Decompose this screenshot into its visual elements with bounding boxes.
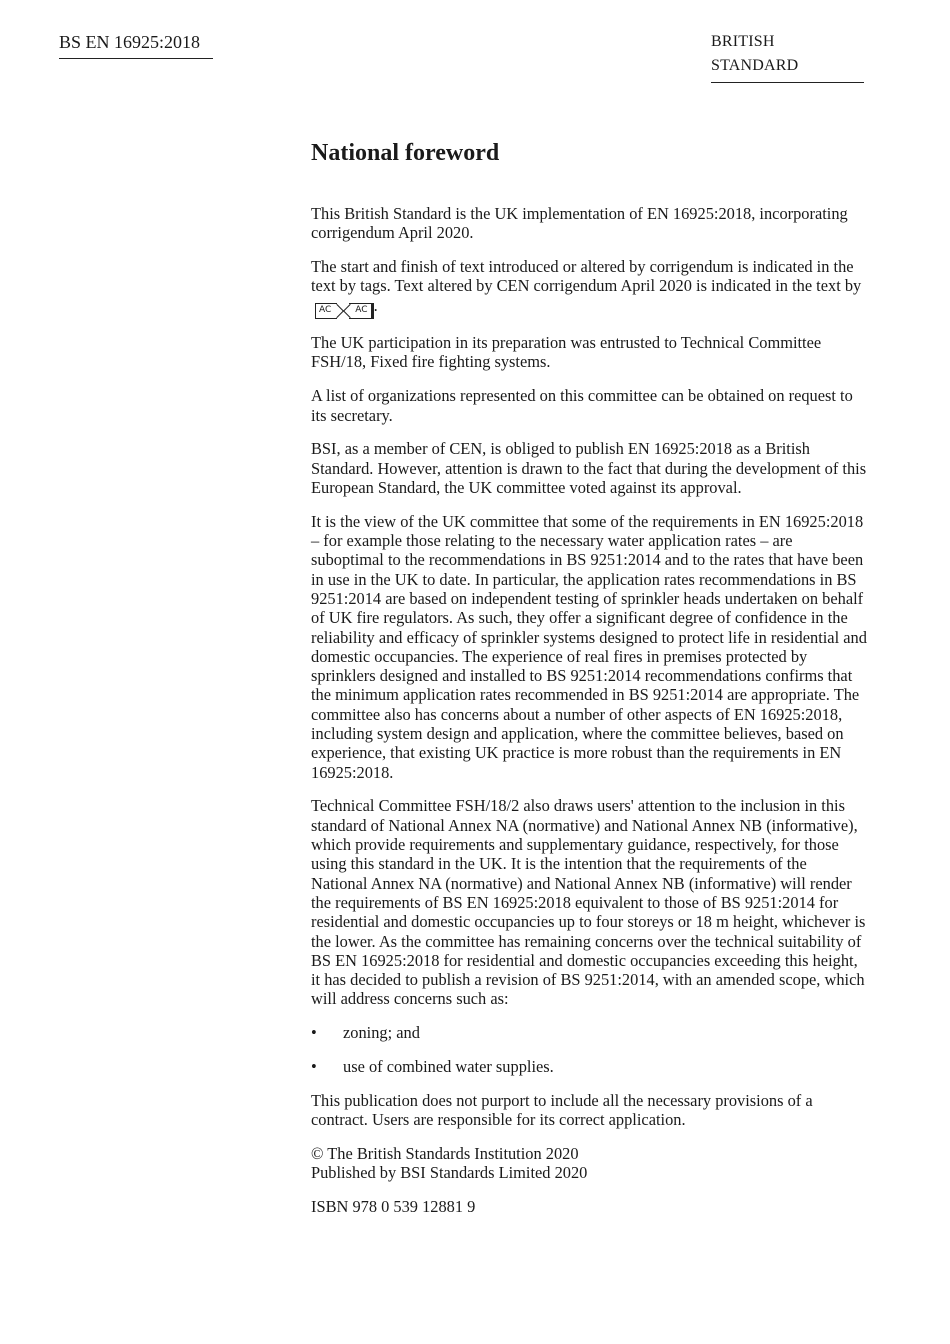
paragraph-corrigendum-end: . bbox=[373, 295, 378, 315]
copyright-block bbox=[311, 1144, 867, 1183]
list-item bbox=[311, 1057, 867, 1076]
concerns-list bbox=[311, 1023, 867, 1076]
paragraph-disclaimer: This publication does not purport to include all the necessary provisions of a contract. Users are responsible for its correct application. bbox=[311, 1090, 813, 1130]
bullet-icon: • bbox=[311, 1023, 317, 1043]
paragraph-cen-obligation: BSI, as a member of CEN, is obliged to publish EN 16925:2018 as a British Standard. However, attention is drawn to the fact that during the development of this European Standard, the UK committee voted against its approval. bbox=[311, 439, 867, 497]
paragraph-corrigendum-text: The start and finish of text introduced or altered by corrigendum is indicated in the text by tags. Text altered by CEN corrigendum April 2020 is indicated in the text by bbox=[311, 257, 862, 296]
paragraph-corrigendum-tags bbox=[311, 257, 867, 319]
paragraph-national-annex: Technical Committee FSH/18/2 also draws users' attention to the inclusion in this standard of National Annex NA (normative) and National Annex NB (informative), which provide requirements and supplementary guidance, respectively, for those using this standard in the UK. It is the intention that the requirements of the National Annex NA (normative) and National Annex NB (informative) will render the requirements of BS EN 16925:2018 equivalent to those of BS 9251:2014 for residential and domestic occupancies up to four storeys or 18 m height, whichever is the lower. As the committee has remaining concerns over the technical suitability of BS EN 16925:2018 for residential and domestic occupancies exceeding this height, it has decided to publish a revision of BS 9251:2014, with an amended scope, which will address concerns such as: bbox=[311, 796, 866, 1009]
list-item-text: zoning; and bbox=[343, 1023, 420, 1043]
publisher-line: Published by BSI Standards Limited 2020 bbox=[311, 1163, 588, 1183]
list-item bbox=[311, 1023, 867, 1042]
page-title: National foreword bbox=[311, 140, 500, 166]
copyright-line: © The British Standards Institution 2020 bbox=[311, 1143, 579, 1163]
isbn: ISBN 978 0 539 12881 9 bbox=[311, 1196, 476, 1216]
paragraph-implementation: This British Standard is the UK implementation of EN 16925:2018, incorporating corrigendum April 2020. bbox=[311, 204, 848, 243]
header-publisher: BRITISH STANDARD bbox=[711, 30, 864, 83]
main-content bbox=[311, 136, 867, 1231]
ac-close-tag-icon: AC bbox=[349, 303, 373, 319]
list-item-text: use of combined water supplies. bbox=[343, 1056, 554, 1076]
paragraph-uk-view: It is the view of the UK committee that some of the requirements in EN 16925:2018 – for example those relating to the necessary water application rates – are suboptimal to the recommendations in BS 9251:2014 and to the rates that have been in use in the UK to date. In particular, the application rates recommendations in BS 9251:2014 are based on independent testing of sprinkler heads undertaken on behalf of UK fire regulators. As such, they offer a significant degree of confidence in the reliability and efficacy of sprinkler systems designed to protect life in residential and domestic occupancies. The experience of real fires in premises protected by sprinklers designed and installed to BS 9251:2014 recommendations confirms that the minimum application rates recommended in BS 9251:2014 are appropriate. The committee also has concerns about a number of other aspects of EN 16925:2018, including system design and application, where the committee believes, based on experience, that existing UK practice is more robust than the requirements in EN 16925:2018. bbox=[311, 511, 867, 782]
paragraph-organizations: A list of organizations represented on this committee can be obtained on request to its secretary. bbox=[311, 386, 853, 425]
paragraph-committee: The UK participation in its preparation was entrusted to Technical Committee FSH/18, Fixed fire fighting systems. bbox=[311, 333, 822, 372]
bullet-icon: • bbox=[311, 1056, 317, 1076]
header-document-id: BS EN 16925:2018 bbox=[59, 30, 213, 59]
ac-open-tag-icon: AC bbox=[315, 303, 337, 319]
